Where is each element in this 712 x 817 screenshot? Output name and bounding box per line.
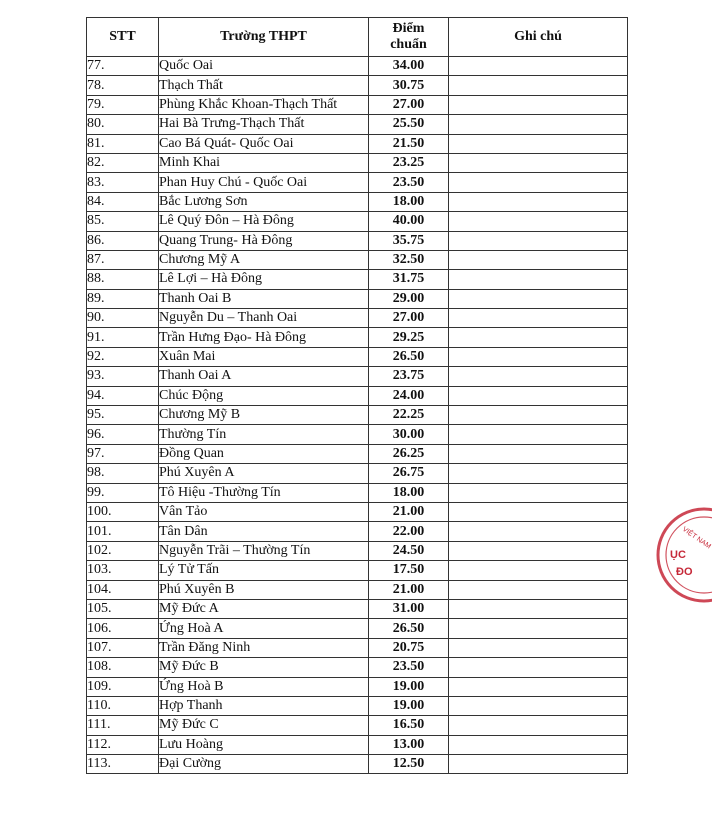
row-score: 17.50 (369, 561, 449, 580)
row-stt: 82. (87, 153, 159, 172)
row-school-name: Chương Mỹ A (159, 250, 369, 269)
row-score: 18.00 (369, 483, 449, 502)
table-row (87, 289, 628, 308)
table-row (87, 522, 628, 541)
row-school-name: Thanh Oai B (159, 289, 369, 308)
row-note (449, 483, 628, 502)
row-school-name: Phú Xuyên B (159, 580, 369, 599)
row-score: 22.25 (369, 406, 449, 425)
row-stt: 79. (87, 95, 159, 114)
row-note (449, 386, 628, 405)
table-row (87, 386, 628, 405)
row-note (449, 619, 628, 638)
row-score: 23.25 (369, 153, 449, 172)
row-school-name: Nguyễn Trãi – Thường Tín (159, 541, 369, 560)
row-stt: 83. (87, 173, 159, 192)
row-score: 16.50 (369, 716, 449, 735)
row-school-name: Phùng Khắc Khoan-Thạch Thất (159, 95, 369, 114)
row-stt: 81. (87, 134, 159, 153)
table-row (87, 270, 628, 289)
row-score: 27.00 (369, 95, 449, 114)
row-score: 13.00 (369, 735, 449, 754)
row-note (449, 580, 628, 599)
row-stt: 80. (87, 115, 159, 134)
row-note (449, 425, 628, 444)
row-stt: 78. (87, 76, 159, 95)
row-school-name: Đại Cường (159, 755, 369, 774)
row-school-name: Ứng Hoà B (159, 677, 369, 696)
row-note (449, 270, 628, 289)
row-stt: 99. (87, 483, 159, 502)
row-stt: 91. (87, 328, 159, 347)
row-score: 26.75 (369, 464, 449, 483)
row-school-name: Lê Quý Đôn – Hà Đông (159, 212, 369, 231)
row-score: 24.00 (369, 386, 449, 405)
row-stt: 105. (87, 599, 159, 618)
row-stt: 98. (87, 464, 159, 483)
table-row (87, 464, 628, 483)
row-stt: 87. (87, 250, 159, 269)
row-note (449, 328, 628, 347)
row-stt: 104. (87, 580, 159, 599)
table-row (87, 76, 628, 95)
row-score: 32.50 (369, 250, 449, 269)
table-row (87, 173, 628, 192)
row-score: 20.75 (369, 638, 449, 657)
row-score: 26.50 (369, 347, 449, 366)
row-note (449, 95, 628, 114)
row-school-name: Thường Tín (159, 425, 369, 444)
row-score: 25.50 (369, 115, 449, 134)
row-stt: 77. (87, 57, 159, 76)
row-school-name: Mỹ Đức A (159, 599, 369, 618)
row-stt: 101. (87, 522, 159, 541)
row-stt: 106. (87, 619, 159, 638)
header-score-line2: chuẩn (390, 37, 427, 52)
row-school-name: Tô Hiệu -Thường Tín (159, 483, 369, 502)
table-row (87, 580, 628, 599)
row-note (449, 231, 628, 250)
row-score: 26.50 (369, 619, 449, 638)
row-note (449, 735, 628, 754)
row-score: 23.75 (369, 367, 449, 386)
table-row (87, 309, 628, 328)
row-note (449, 250, 628, 269)
row-score: 24.50 (369, 541, 449, 560)
row-score: 23.50 (369, 173, 449, 192)
table-row (87, 638, 628, 657)
row-score: 31.00 (369, 599, 449, 618)
table-row (87, 115, 628, 134)
row-stt: 85. (87, 212, 159, 231)
row-note (449, 444, 628, 463)
row-score: 19.00 (369, 696, 449, 715)
table-row (87, 696, 628, 715)
svg-text:ỤC: ỤC (670, 549, 686, 561)
row-stt: 103. (87, 561, 159, 580)
header-note: Ghi chú (449, 18, 628, 57)
row-note (449, 658, 628, 677)
admission-score-table (86, 17, 628, 774)
row-school-name: Lý Tử Tấn (159, 561, 369, 580)
table-row (87, 599, 628, 618)
row-stt: 102. (87, 541, 159, 560)
row-school-name: Ứng Hoà A (159, 619, 369, 638)
table-row (87, 444, 628, 463)
table-row (87, 406, 628, 425)
row-school-name: Chúc Động (159, 386, 369, 405)
table-row (87, 134, 628, 153)
row-stt: 88. (87, 270, 159, 289)
row-stt: 89. (87, 289, 159, 308)
table-row (87, 231, 628, 250)
row-school-name: Bắc Lương Sơn (159, 192, 369, 211)
row-stt: 108. (87, 658, 159, 677)
row-school-name: Quang Trung- Hà Đông (159, 231, 369, 250)
row-note (449, 638, 628, 657)
row-score: 21.50 (369, 134, 449, 153)
row-stt: 86. (87, 231, 159, 250)
official-seal-stamp (652, 500, 712, 610)
row-score: 21.00 (369, 580, 449, 599)
row-stt: 100. (87, 502, 159, 521)
row-school-name: Tân Dân (159, 522, 369, 541)
row-school-name: Trần Đăng Ninh (159, 638, 369, 657)
row-note (449, 755, 628, 774)
row-school-name: Trần Hưng Đạo- Hà Đông (159, 328, 369, 347)
row-stt: 107. (87, 638, 159, 657)
table-row (87, 755, 628, 774)
row-score: 29.25 (369, 328, 449, 347)
row-score: 29.00 (369, 289, 449, 308)
row-school-name: Phan Huy Chú - Quốc Oai (159, 173, 369, 192)
row-school-name: Lưu Hoàng (159, 735, 369, 754)
row-school-name: Đồng Quan (159, 444, 369, 463)
row-score: 30.00 (369, 425, 449, 444)
table-row (87, 95, 628, 114)
row-school-name: Nguyễn Du – Thanh Oai (159, 309, 369, 328)
row-school-name: Chương Mỹ B (159, 406, 369, 425)
table-row (87, 735, 628, 754)
row-score: 23.50 (369, 658, 449, 677)
table-header-row (87, 18, 628, 57)
header-score-line1: Điểm (392, 21, 425, 36)
row-note (449, 464, 628, 483)
row-school-name: Mỹ Đức B (159, 658, 369, 677)
table-body (87, 57, 628, 774)
table-row (87, 677, 628, 696)
row-note (449, 173, 628, 192)
row-note (449, 502, 628, 521)
table-row (87, 212, 628, 231)
row-school-name: Minh Khai (159, 153, 369, 172)
row-school-name: Cao Bá Quát- Quốc Oai (159, 134, 369, 153)
table-row (87, 658, 628, 677)
row-note (449, 212, 628, 231)
row-note (449, 561, 628, 580)
row-stt: 112. (87, 735, 159, 754)
table-row (87, 502, 628, 521)
svg-text:VIỆT NAM: VIỆT NAM (680, 525, 712, 551)
row-note (449, 716, 628, 735)
row-stt: 95. (87, 406, 159, 425)
row-school-name: Hợp Thanh (159, 696, 369, 715)
table-row (87, 328, 628, 347)
row-score: 35.75 (369, 231, 449, 250)
table-row (87, 561, 628, 580)
row-stt: 97. (87, 444, 159, 463)
row-school-name: Xuân Mai (159, 347, 369, 366)
row-school-name: Phú Xuyên A (159, 464, 369, 483)
row-note (449, 599, 628, 618)
row-stt: 111. (87, 716, 159, 735)
row-stt: 93. (87, 367, 159, 386)
table-row (87, 716, 628, 735)
row-stt: 90. (87, 309, 159, 328)
header-score (369, 18, 449, 57)
table-row (87, 483, 628, 502)
row-score: 19.00 (369, 677, 449, 696)
row-score: 40.00 (369, 212, 449, 231)
row-note (449, 522, 628, 541)
table-row (87, 153, 628, 172)
row-note (449, 367, 628, 386)
header-stt: STT (87, 18, 159, 57)
row-stt: 110. (87, 696, 159, 715)
row-school-name: Mỹ Đức C (159, 716, 369, 735)
row-school-name: Thạch Thất (159, 76, 369, 95)
row-stt: 94. (87, 386, 159, 405)
table-row (87, 425, 628, 444)
row-note (449, 57, 628, 76)
row-school-name: Vân Tảo (159, 502, 369, 521)
row-note (449, 406, 628, 425)
row-stt: 113. (87, 755, 159, 774)
table-row (87, 367, 628, 386)
row-score: 27.00 (369, 309, 449, 328)
row-note (449, 541, 628, 560)
row-score: 12.50 (369, 755, 449, 774)
row-note (449, 134, 628, 153)
row-note (449, 677, 628, 696)
row-school-name: Thanh Oai A (159, 367, 369, 386)
row-stt: 84. (87, 192, 159, 211)
row-score: 21.00 (369, 502, 449, 521)
row-note (449, 76, 628, 95)
row-score: 30.75 (369, 76, 449, 95)
header-school: Trường THPT (159, 18, 369, 57)
row-note (449, 192, 628, 211)
svg-text:ĐO: ĐO (676, 566, 693, 578)
row-note (449, 696, 628, 715)
row-note (449, 309, 628, 328)
table-row (87, 250, 628, 269)
row-note (449, 115, 628, 134)
table-row (87, 192, 628, 211)
table-row (87, 347, 628, 366)
row-score: 34.00 (369, 57, 449, 76)
row-stt: 96. (87, 425, 159, 444)
table-row (87, 57, 628, 76)
row-score: 18.00 (369, 192, 449, 211)
row-stt: 92. (87, 347, 159, 366)
row-school-name: Lê Lợi – Hà Đông (159, 270, 369, 289)
row-note (449, 347, 628, 366)
row-score: 22.00 (369, 522, 449, 541)
table-row (87, 541, 628, 560)
table-row (87, 619, 628, 638)
row-score: 26.25 (369, 444, 449, 463)
row-note (449, 289, 628, 308)
row-school-name: Hai Bà Trưng-Thạch Thất (159, 115, 369, 134)
row-note (449, 153, 628, 172)
row-stt: 109. (87, 677, 159, 696)
row-score: 31.75 (369, 270, 449, 289)
row-school-name: Quốc Oai (159, 57, 369, 76)
